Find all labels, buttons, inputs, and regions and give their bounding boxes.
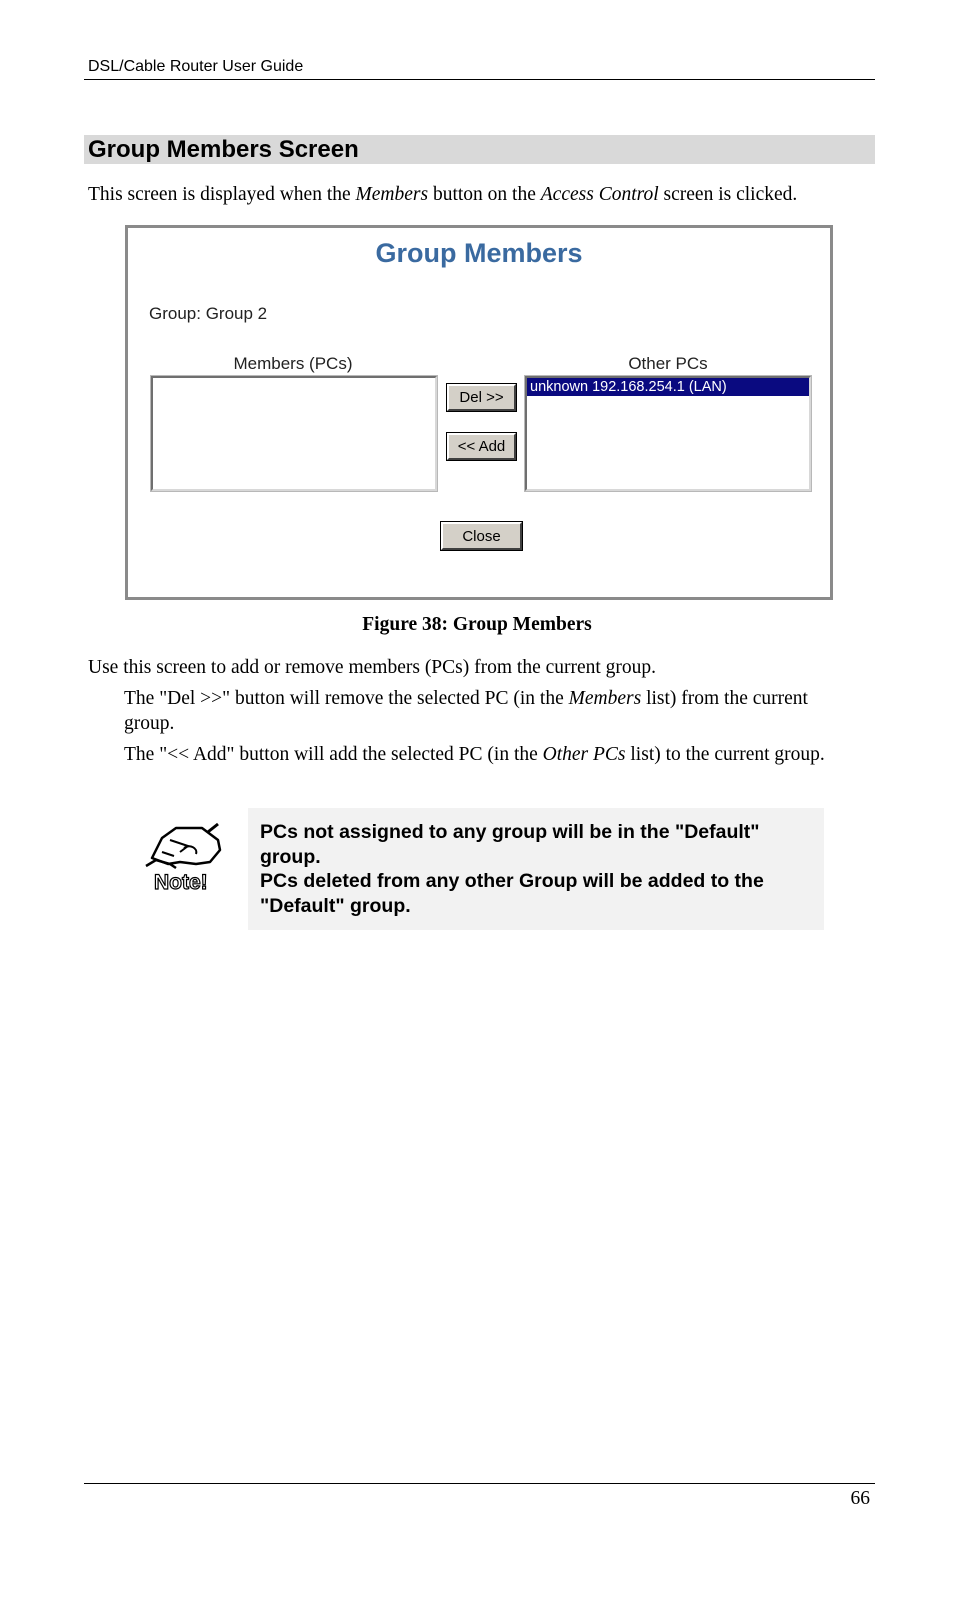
group-members-screenshot <box>125 225 833 600</box>
note-line-deleted: PCs deleted from any other Group will be added to the "Default" group. <box>260 870 764 917</box>
del-desc-text: The "Del >>" button will remove the selected PC (in the <box>124 688 569 709</box>
members-listbox[interactable] <box>151 376 437 491</box>
header-rule <box>84 79 875 80</box>
del-desc-em-members: Members <box>568 688 642 709</box>
note-box <box>248 808 824 930</box>
intro-paragraph <box>88 182 878 207</box>
figure-caption: Figure 38: Group Members <box>362 614 592 635</box>
page-number: 66 <box>850 1488 870 1509</box>
add-description <box>124 742 884 767</box>
del-desc-text: list) from the current group. <box>124 688 808 734</box>
del-button[interactable]: Del >> <box>447 384 516 411</box>
add-button[interactable]: << Add <box>447 433 516 460</box>
intro-text: screen is clicked. <box>658 184 798 205</box>
list-item[interactable]: unknown 192.168.254.1 (LAN) <box>527 378 809 396</box>
del-description <box>124 686 859 736</box>
note-icon <box>140 818 230 900</box>
running-header: DSL/Cable Router User Guide <box>88 58 304 75</box>
section-title: Group Members Screen <box>84 135 875 164</box>
group-label: Group: Group 2 <box>149 304 268 323</box>
other-pcs-label: Other PCs <box>628 354 708 373</box>
intro-text: This screen is displayed when the <box>88 184 356 205</box>
intro-text: button on the <box>428 184 541 205</box>
add-desc-text: The "<< Add" button will add the selected PC (in the <box>124 744 543 765</box>
note-line-default: PCs not assigned to any group will be in the "Default" group. <box>260 821 760 868</box>
note-label: Note! <box>154 871 208 894</box>
intro-em-access-control: Access Control <box>540 184 659 205</box>
other-pcs-listbox[interactable] <box>525 376 811 491</box>
close-button[interactable]: Close <box>441 522 522 550</box>
usage-paragraph: Use this screen to add or remove members (PCs) from the current group. <box>88 657 657 678</box>
dialog-title: Group Members <box>375 238 583 268</box>
members-list-label: Members (PCs) <box>233 354 353 373</box>
add-desc-text: list) to the current group. <box>625 744 825 765</box>
add-desc-em-other-pcs: Other PCs <box>542 744 626 765</box>
footer-rule <box>84 1483 875 1484</box>
intro-em-members: Members <box>355 184 429 205</box>
